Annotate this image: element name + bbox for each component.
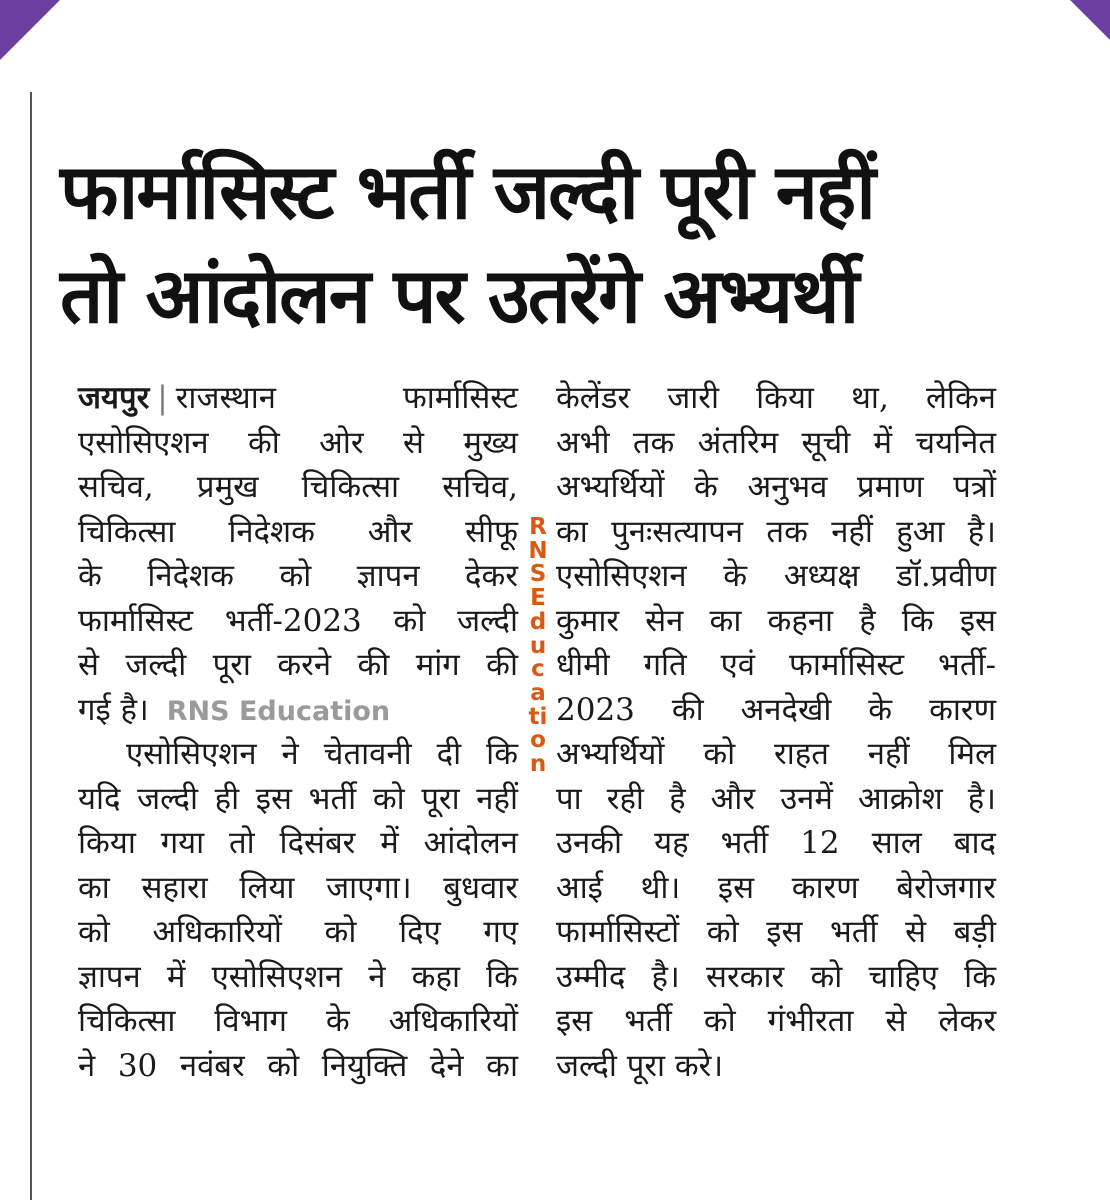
article-line xyxy=(78,376,518,421)
article-line: उम्मीद है। सरकार को चाहिए कि xyxy=(556,958,996,995)
article-line: फार्मासिस्ट भर्ती-2023 को जल्दी xyxy=(78,602,518,639)
watermark-letter: n xyxy=(529,751,547,778)
headline-line-1: फार्मासिस्ट भर्ती जल्दी पूरी नहीं xyxy=(60,147,874,236)
article-line: को अधिकारियों को दिए गए xyxy=(78,914,518,950)
article-line: एसोसिएशन ने चेतावनी दी कि xyxy=(126,736,518,772)
headline xyxy=(60,140,1060,348)
article-line: से जल्दी पूरा करने की मांग की xyxy=(78,647,518,683)
watermark-vertical xyxy=(526,516,550,777)
article-line: ज्ञापन में एसोसिएशन ने कहा कि xyxy=(78,958,518,995)
article-line: ने 30 नवंबर को नियुक्ति देने का xyxy=(78,1047,518,1084)
watermark-letter: d xyxy=(529,608,547,635)
watermark-letter: N xyxy=(528,537,548,564)
watermark-letter: c xyxy=(531,656,545,683)
watermark-letter: R xyxy=(529,514,547,540)
article-line: इस भर्ती को गंभीरता से लेकर xyxy=(556,1003,996,1039)
watermark-letter: E xyxy=(530,585,546,612)
article-line: केलेंडर जारी किया था, लेकिन xyxy=(556,380,996,416)
article-left-column xyxy=(78,376,518,1088)
column-rule xyxy=(30,92,32,1200)
article-line: धीमी गति एवं फार्मासिस्ट भर्ती- xyxy=(556,647,996,683)
article-line: यदि जल्दी ही इस भर्ती को पूरा नहीं xyxy=(78,780,518,817)
article-line: अभ्यर्थियों को राहत नहीं मिल xyxy=(556,736,996,772)
article-line: एसोसिएशन के अध्यक्ष डॉ.प्रवीण xyxy=(556,558,996,594)
watermark-letter: S xyxy=(529,561,547,588)
watermark-letter: a xyxy=(530,679,546,706)
article-line: के निदेशक को ज्ञापन देकर xyxy=(78,558,518,594)
article-line: पा रही है और उनमें आक्रोश है। xyxy=(556,780,996,817)
dateline-separator: | xyxy=(157,380,168,416)
headline-line-2: तो आंदोलन पर उतरेंगे अभ्यर्थी xyxy=(60,251,858,340)
article-line: एसोसिएशन की ओर से मुख्य xyxy=(78,424,518,461)
watermark-letter: o xyxy=(530,727,546,754)
article-line: कुमार सेन का कहना है कि इस xyxy=(556,602,996,639)
article-line: का सहारा लिया जाएगा। बुधवार xyxy=(78,869,518,906)
article-line: अभी तक अंतरिम सूची में चयनित xyxy=(556,424,996,461)
article-line: उनकी यह भर्ती 12 साल बाद xyxy=(556,825,996,861)
watermark-inline: RNS Education xyxy=(166,695,391,727)
article-line: सचिव, प्रमुख चिकित्सा सचिव, xyxy=(78,469,518,505)
article-line: का पुनःसत्यापन तक नहीं हुआ है। xyxy=(556,513,996,550)
article-line xyxy=(78,688,518,733)
bottom-strip xyxy=(0,1182,1110,1200)
article-line: फार्मासिस्टों को इस भर्ती से बड़ी xyxy=(556,914,996,950)
article-line: अभ्यर्थियों के अनुभव प्रमाण पत्रों xyxy=(556,469,996,505)
watermark-letter: ti xyxy=(528,703,548,730)
article-line: किया गया तो दिसंबर में आंदोलन xyxy=(78,825,518,861)
dateline: जयपुर xyxy=(78,380,150,416)
article-right-column xyxy=(556,376,996,1088)
article-line: 2023 की अनदेखी के कारण xyxy=(556,691,996,728)
article-line: चिकित्सा विभाग के अधिकारियों xyxy=(78,1003,518,1039)
article-line: चिकित्सा निदेशक और सीफू xyxy=(78,513,518,550)
article-text: गई है। xyxy=(78,691,149,728)
article-line: जल्दी पूरा करे। xyxy=(556,1047,724,1084)
article-text: राजस्थान फार्मासिस्ट xyxy=(175,380,518,416)
watermark-letter: u xyxy=(529,632,547,659)
article-line: आई थी। इस कारण बेरोजगार xyxy=(556,869,996,906)
